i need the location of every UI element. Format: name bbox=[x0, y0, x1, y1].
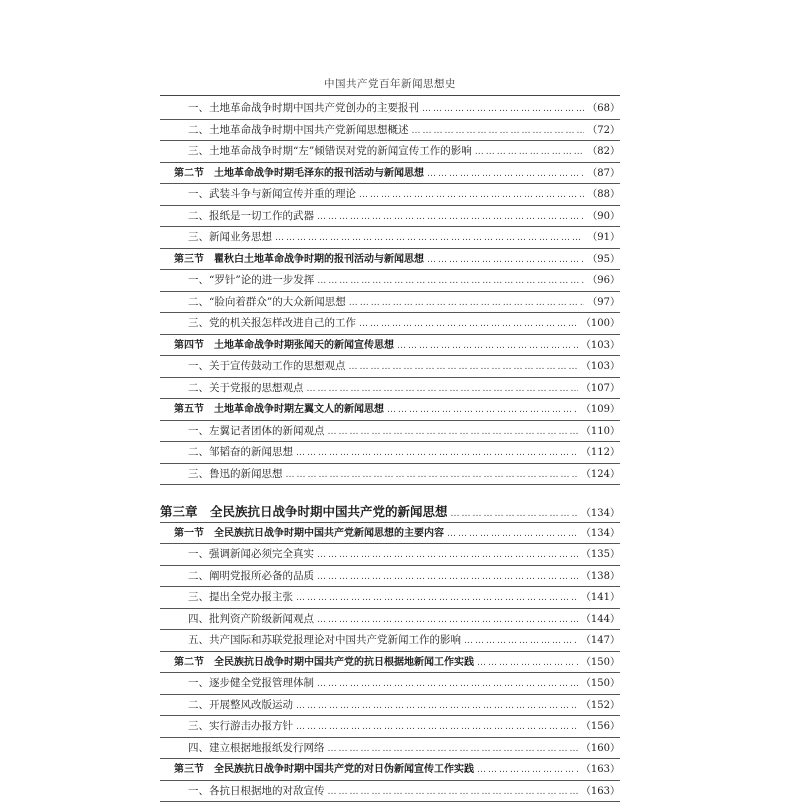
toc-entry-title: 第一节 全民族抗日战争时期中国共产党新闻思想的主要内容 bbox=[174, 523, 444, 545]
leader-dots bbox=[397, 336, 578, 358]
toc-entry-title: 三、土地革命战争时期“左”倾错误对党的新闻宣传工作的影响 bbox=[188, 141, 472, 163]
leader-dots bbox=[422, 99, 584, 121]
toc-page-number: （156） bbox=[581, 716, 620, 738]
toc-entry-title: 二、邹韬奋的新闻思想 bbox=[188, 442, 293, 464]
toc-section-row bbox=[160, 759, 620, 781]
toc-entry-title: 三、实行游击办报方针 bbox=[188, 716, 293, 738]
leader-dots bbox=[317, 567, 578, 589]
toc-item-row bbox=[160, 673, 620, 695]
toc-item-row bbox=[160, 587, 620, 609]
toc-entry-title: 一、土地革命战争时期中国共产党创办的主要报刊 bbox=[188, 98, 419, 120]
toc-page-number: （141） bbox=[581, 587, 620, 609]
toc-entry-title: 第四节 土地革命战争时期张闻天的新闻宣传思想 bbox=[174, 335, 394, 357]
leader-dots bbox=[427, 164, 584, 186]
toc-item-row bbox=[160, 120, 620, 142]
toc-page-number: （88） bbox=[587, 184, 620, 206]
toc-item-row bbox=[160, 206, 620, 228]
toc-item-row bbox=[160, 695, 620, 717]
toc-page-number: （109） bbox=[581, 399, 620, 421]
toc-page-number: （135） bbox=[581, 544, 620, 566]
toc-entry-title: 二、阐明党报所必备的品质 bbox=[188, 566, 314, 588]
toc-entry-title: 一、左翼记者团体的新闻观点 bbox=[188, 421, 325, 443]
toc-page-number: （112） bbox=[581, 442, 620, 464]
leader-dots bbox=[349, 293, 585, 315]
toc-item-row bbox=[160, 442, 620, 464]
toc-section-row bbox=[160, 523, 620, 545]
toc-entry-title: 二、土地革命战争时期中国共产党新闻思想概述 bbox=[188, 120, 409, 142]
toc-entry-title: 一、强调新闻必须完全真实 bbox=[188, 544, 314, 566]
toc-entry-title: 三、鲁迅的新闻思想 bbox=[188, 464, 283, 486]
toc-page-number: （134） bbox=[581, 523, 620, 545]
toc-entry-title: 一、逐步健全党报管理体制 bbox=[188, 673, 314, 695]
toc-item-row bbox=[160, 227, 620, 249]
toc-item-row bbox=[160, 781, 620, 803]
toc-page-number: （160） bbox=[581, 738, 620, 760]
leader-dots bbox=[412, 121, 585, 143]
leader-dots bbox=[387, 400, 578, 422]
leader-dots bbox=[359, 185, 584, 207]
leader-dots bbox=[477, 760, 578, 782]
toc-item-row bbox=[160, 98, 620, 120]
toc-page-number: （134） bbox=[581, 503, 620, 525]
toc-page-number: （72） bbox=[587, 120, 620, 142]
toc-item-row bbox=[160, 356, 620, 378]
leader-dots bbox=[317, 271, 584, 293]
toc-page-number: （150） bbox=[581, 652, 620, 674]
toc-entry-title: 一、“罗针”论的进一步发挥 bbox=[188, 270, 314, 292]
leader-dots bbox=[317, 545, 578, 567]
toc-entry-title: 五、共产国际和苏联党报理论对中国共产党新闻工作的影响 bbox=[188, 630, 461, 652]
toc-item-row bbox=[160, 184, 620, 206]
toc-page-number: （91） bbox=[587, 227, 620, 249]
toc-item-row bbox=[160, 141, 620, 163]
leader-dots bbox=[427, 250, 584, 272]
toc-section-row bbox=[160, 163, 620, 185]
running-header: 中国共产党百年新闻思想史 bbox=[160, 76, 620, 91]
toc-page-number: （90） bbox=[587, 206, 620, 228]
leader-dots bbox=[359, 314, 578, 336]
toc-entry-title: 四、建立根据地报纸发行网络 bbox=[188, 738, 325, 760]
toc-entry-title: 三、党的机关报怎样改进自己的工作 bbox=[188, 313, 356, 335]
toc-page-number: （100） bbox=[581, 313, 620, 335]
toc-item-row bbox=[160, 609, 620, 631]
toc-page-number: （103） bbox=[581, 335, 620, 357]
toc-item-row bbox=[160, 292, 620, 314]
toc-entry-title: 第五节 土地革命战争时期左翼文人的新闻思想 bbox=[174, 399, 384, 421]
toc-page-number: （144） bbox=[581, 609, 620, 631]
leader-dots bbox=[317, 674, 578, 696]
toc-page-number: （97） bbox=[587, 292, 620, 314]
toc-page-number: （87） bbox=[587, 163, 620, 185]
toc-entry-title: 第三章 全民族抗日战争时期中国共产党的新闻思想 bbox=[160, 501, 448, 523]
leader-dots bbox=[349, 357, 578, 379]
leader-dots bbox=[307, 379, 578, 401]
toc-entry-title: 二、“脸向着群众”的大众新闻思想 bbox=[188, 292, 346, 314]
toc-item-row bbox=[160, 378, 620, 400]
toc-item-row bbox=[160, 630, 620, 652]
toc-entry-title: 三、提出全党办报主张 bbox=[188, 587, 293, 609]
leader-dots bbox=[286, 465, 578, 487]
toc-section-row bbox=[160, 399, 620, 421]
leader-dots bbox=[447, 524, 578, 546]
toc-page-number: （150） bbox=[581, 673, 620, 695]
toc-page-number: （110） bbox=[581, 421, 620, 443]
toc-page-number: （107） bbox=[581, 378, 620, 400]
toc-page-number: （138） bbox=[581, 566, 620, 588]
toc-page-number: （124） bbox=[581, 464, 620, 486]
leader-dots bbox=[296, 696, 578, 718]
leader-dots bbox=[475, 142, 585, 164]
toc-item-row bbox=[160, 464, 620, 486]
toc-page-number: （68） bbox=[587, 98, 620, 120]
toc-entry-title: 一、各抗日根据地的对敌宣传 bbox=[188, 781, 325, 803]
toc-entry-title: 四、批判资产阶级新闻观点 bbox=[188, 609, 314, 631]
toc-section-row bbox=[160, 249, 620, 271]
toc-item-row bbox=[160, 270, 620, 292]
toc-entry-title: 二、开展整风改版运动 bbox=[188, 695, 293, 717]
toc-item-row bbox=[160, 716, 620, 738]
toc-entry-title: 第三节 瞿秋白土地革命战争时期的报刊活动与新闻思想 bbox=[174, 249, 424, 271]
toc-item-row bbox=[160, 421, 620, 443]
toc-item-row bbox=[160, 313, 620, 335]
toc-page-number: （82） bbox=[587, 141, 620, 163]
leader-dots bbox=[328, 422, 578, 444]
toc-page-number: （163） bbox=[581, 759, 620, 781]
toc-chapter-row bbox=[160, 501, 620, 523]
leader-dots bbox=[328, 739, 578, 761]
toc-page-number: （163） bbox=[581, 781, 620, 803]
toc-section-row bbox=[160, 335, 620, 357]
leader-dots bbox=[464, 631, 578, 653]
leader-dots bbox=[296, 443, 578, 465]
toc-entry-title: 第二节 全民族抗日战争时期中国共产党的抗日根据地新闻工作实践 bbox=[174, 652, 474, 674]
toc-entry-title: 三、新闻业务思想 bbox=[188, 227, 272, 249]
toc-entry-title: 第二节 土地革命战争时期毛泽东的报刊活动与新闻思想 bbox=[174, 163, 424, 185]
table-of-contents bbox=[160, 98, 620, 802]
leader-dots bbox=[296, 588, 578, 610]
toc-item-row bbox=[160, 544, 620, 566]
leader-dots bbox=[296, 717, 578, 739]
toc-page-number: （147） bbox=[581, 630, 620, 652]
toc-page-number: （96） bbox=[587, 270, 620, 292]
toc-page-number: （152） bbox=[581, 695, 620, 717]
leader-dots bbox=[477, 653, 578, 675]
toc-entry-title: 第三节 全民族抗日战争时期中国共产党的对日伪新闻宣传工作实践 bbox=[174, 759, 474, 781]
toc-entry-title: 一、武装斗争与新闻宣传并重的理论 bbox=[188, 184, 356, 206]
toc-page-number: （95） bbox=[587, 249, 620, 271]
toc-item-row bbox=[160, 738, 620, 760]
leader-dots bbox=[275, 228, 584, 250]
toc-entry-title: 一、关于宣传鼓动工作的思想观点 bbox=[188, 356, 346, 378]
header-rule bbox=[160, 95, 620, 96]
toc-section-row bbox=[160, 652, 620, 674]
toc-item-row bbox=[160, 566, 620, 588]
leader-dots bbox=[317, 207, 584, 229]
toc-entry-title: 二、报纸是一切工作的武器 bbox=[188, 206, 314, 228]
toc-entry-title: 二、关于党报的思想观点 bbox=[188, 378, 304, 400]
toc-page-number: （103） bbox=[581, 356, 620, 378]
leader-dots bbox=[317, 610, 578, 632]
toc-gap bbox=[160, 485, 620, 501]
